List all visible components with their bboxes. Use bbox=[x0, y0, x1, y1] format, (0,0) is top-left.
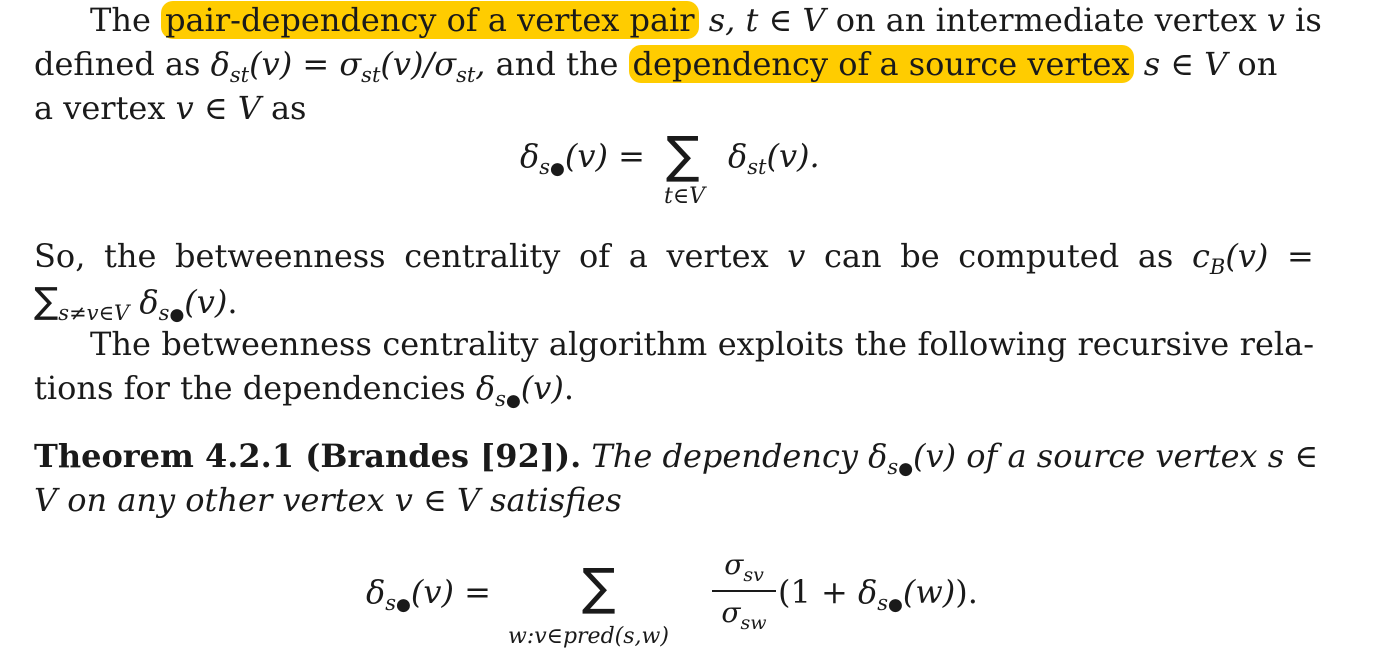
highlight-pair-dependency: pair-dependency of a vertex pair bbox=[161, 1, 699, 39]
p3-line2: tions for the dependencies $\delta_{s●}(v)$. bbox=[34, 369, 574, 411]
p1-line2-rest: s ∈ V on bbox=[1143, 45, 1278, 83]
eq2-tail: $(1 + \delta_{s●}(w))$. bbox=[778, 573, 978, 615]
eq2-sum-under: w:v∈pred(s,w) bbox=[508, 624, 669, 649]
theorem-line2 bbox=[34, 480, 1314, 520]
p1-word-the: The bbox=[90, 1, 151, 39]
p1-and-the: and the bbox=[495, 45, 619, 83]
p1-def-formula: $\delta_{st}(v) = \sigma_{st}(v)/\sigma_{st}$, bbox=[210, 45, 486, 87]
p2-cb: $c_B(v)$ bbox=[1191, 237, 1269, 279]
eq2-lhs: $\delta_{s●}(v)$ = bbox=[366, 573, 491, 615]
eq2-fraction-bar bbox=[712, 590, 776, 592]
theorem-text1: The dependency $\delta_{s●}(v)$ of a source vertex s ∈ bbox=[591, 437, 1319, 479]
theorem-label: Theorem 4.2.1 (Brandes [92]). bbox=[34, 437, 582, 475]
p1-line1-rest: s, t ∈ V on an intermediate vertex v is bbox=[708, 1, 1322, 39]
eq1-sum-symbol: ∑ bbox=[666, 126, 700, 184]
eq1-sum-under: t∈V bbox=[664, 184, 706, 209]
p1-defined-as: defined as bbox=[34, 45, 201, 83]
p2-line1: So, the betweenness centrality of a vertex v can be computed as $c_B(v)$ = bbox=[34, 236, 1314, 287]
eq2-denominator: $\sigma_{sw}$ bbox=[721, 596, 767, 634]
p1-line3-text: a vertex v ∈ V as bbox=[34, 89, 307, 127]
p2-sum-line: $\sum_{s\ne v\in V}$ $\delta_{s●}(v)$. bbox=[34, 281, 238, 325]
p1-line3 bbox=[34, 88, 1314, 128]
p1-line1 bbox=[90, 0, 1322, 40]
eq1-rhs: $\delta_{st}(v)$. bbox=[728, 137, 820, 179]
p3-line1: The betweenness centrality algorithm exploits the following recursive rela- bbox=[90, 325, 1314, 363]
eq2-sum-symbol: ∑ bbox=[582, 558, 616, 616]
highlight-dependency-source-vertex: dependency of a source vertex bbox=[629, 45, 1134, 83]
theorem-text2: V on any other vertex v ∈ V satisfies bbox=[34, 481, 622, 519]
eq1-lhs: $\delta_{s●}(v)$ = bbox=[520, 137, 645, 179]
eq2-numerator: $\sigma_{sv}$ bbox=[724, 548, 764, 586]
